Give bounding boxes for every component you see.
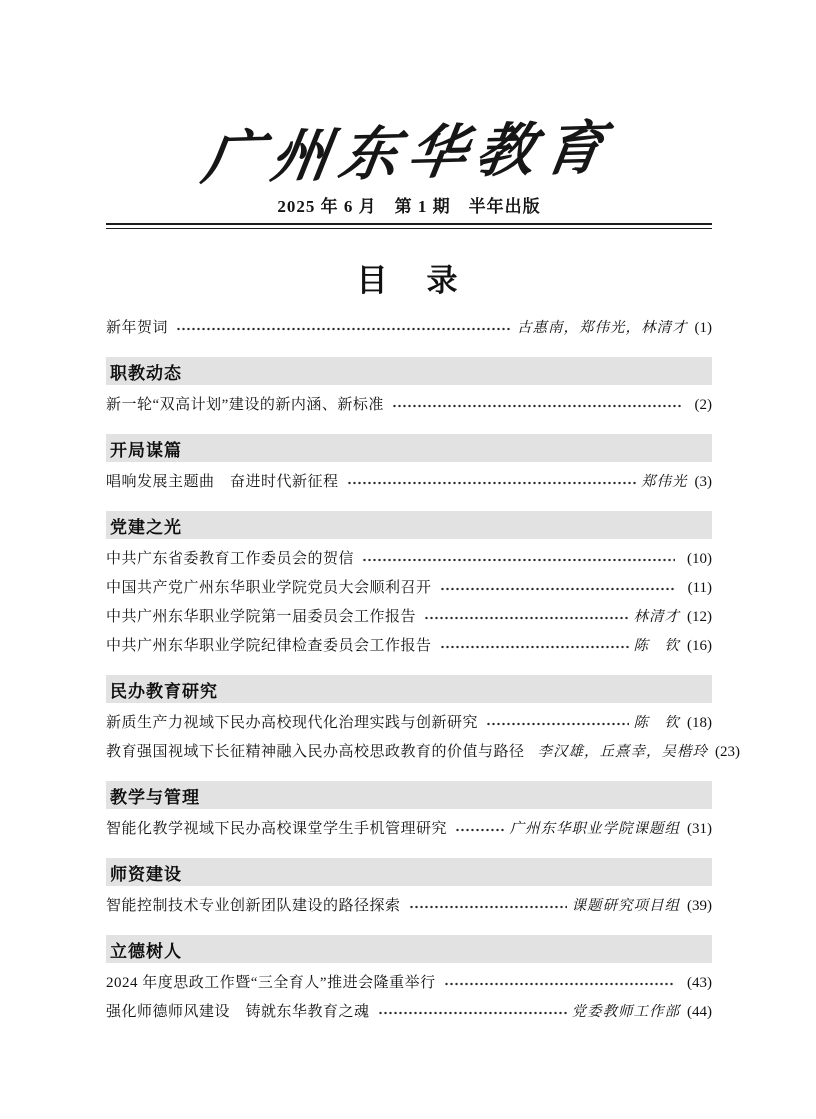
entry-title: 唱响发展主题曲 奋进时代新征程 — [106, 474, 339, 490]
entry-page-number: (16) — [687, 638, 712, 654]
dot-leader — [486, 717, 628, 731]
entry-authors: 课题研究项目组 — [571, 898, 680, 914]
section-bar: 民办教育研究 — [106, 675, 712, 703]
toc-entry — [106, 391, 712, 420]
entry-page-number: (31) — [687, 821, 712, 837]
dot-leader — [440, 582, 676, 596]
dot-leader — [392, 399, 683, 413]
entry-page-number: (3) — [694, 474, 712, 490]
dot-leader — [440, 640, 629, 654]
entry-title: 智能化教学视域下民办高校课堂学生手机管理研究 — [106, 821, 448, 837]
dot-leader — [424, 611, 628, 625]
dot-leader — [455, 823, 504, 837]
entry-authors: 李汉雄，丘熹幸，吴楷玲 — [537, 744, 709, 760]
entry-page-number: (18) — [687, 715, 712, 731]
toc-section — [106, 675, 741, 767]
toc-section — [106, 935, 712, 1027]
section-bar: 开局谋篇 — [106, 434, 712, 462]
entry-page-number: (44) — [687, 1004, 712, 1020]
toc-entry — [106, 574, 712, 603]
dot-leader — [347, 476, 636, 490]
issue-line: 2025 年 6 月 第 1 期 半年出版 — [277, 197, 541, 216]
entry-page-number: (23) — [715, 744, 741, 760]
toc-entry — [106, 468, 712, 497]
toc-section — [106, 434, 712, 497]
entry-title: 新年贺词 — [106, 320, 169, 336]
toc-section — [106, 357, 712, 420]
entry-page-number: (39) — [687, 898, 712, 914]
entry-title: 强化师德师风建设 铸就东华教育之魂 — [106, 1004, 370, 1020]
entry-authors: 陈 钦 — [633, 638, 680, 654]
toc-entry — [106, 709, 712, 738]
entry-title: 中共广东省委教育工作委员会的贺信 — [106, 551, 355, 567]
toc-entry — [106, 632, 712, 661]
entry-title: 中国共产党广州东华职业学院党员大会顺利召开 — [106, 580, 432, 596]
toc-title: 目 录 — [356, 263, 462, 298]
section-bar: 立德树人 — [106, 935, 712, 963]
entry-page-number: (2) — [694, 397, 712, 413]
entry-title: 智能控制技术专业创新团队建设的路径探索 — [106, 898, 401, 914]
entry-title: 教育强国视域下长征精神融入民办高校思政教育的价值与路径 — [106, 744, 525, 760]
section-bar: 党建之光 — [106, 511, 712, 539]
entry-page-number: (12) — [687, 609, 712, 625]
dot-leader — [378, 1006, 567, 1020]
entry-title: 中共广州东华职业学院纪律检查委员会工作报告 — [106, 638, 432, 654]
toc-entry — [106, 545, 712, 574]
toc-entry — [106, 603, 712, 632]
entry-authors: 广州东华职业学院课题组 — [509, 821, 680, 837]
entry-title: 2024 年度思政工作暨“三全育人”推进会隆重举行 — [106, 975, 436, 991]
double-rule — [106, 223, 712, 229]
entry-authors: 古惠南，郑伟光，林清才 — [517, 320, 688, 336]
entry-authors: 陈 钦 — [633, 715, 680, 731]
entry-page-number: (43) — [687, 975, 712, 991]
section-bar: 职教动态 — [106, 357, 712, 385]
section-bar: 教学与管理 — [106, 781, 712, 809]
entry-page-number: (10) — [687, 551, 712, 567]
entry-title: 新一轮“双高计划”建设的新内涵、新标准 — [106, 397, 384, 413]
section-bar: 师资建设 — [106, 858, 712, 886]
journal-masthead — [106, 106, 712, 193]
entry-page-number: (11) — [687, 580, 712, 596]
dot-leader — [176, 322, 512, 336]
entry-title: 中共广州东华职业学院第一届委员会工作报告 — [106, 609, 417, 625]
toc-section — [106, 781, 712, 844]
entry-authors: 郑伟光 — [641, 474, 688, 490]
toc-entry — [106, 314, 712, 343]
toc-entry — [106, 815, 712, 844]
journal-title-calligraphy: 广州东华教育 — [198, 113, 619, 193]
toc-entry — [106, 738, 741, 767]
entry-authors: 党委教师工作部 — [571, 1004, 680, 1020]
content-column — [106, 0, 741, 1027]
entry-title: 新质生产力视域下民办高校现代化治理实践与创新研究 — [106, 715, 479, 731]
dot-leader — [362, 553, 675, 567]
toc-entry — [106, 969, 712, 998]
toc-section — [106, 858, 712, 921]
dot-leader — [444, 977, 675, 991]
toc-section — [106, 511, 712, 661]
toc-entries — [106, 314, 741, 1027]
toc-entry — [106, 998, 712, 1027]
entry-page-number: (1) — [694, 320, 712, 336]
toc-entry — [106, 892, 712, 921]
entry-authors: 林清才 — [633, 609, 680, 625]
dot-leader — [409, 900, 567, 914]
